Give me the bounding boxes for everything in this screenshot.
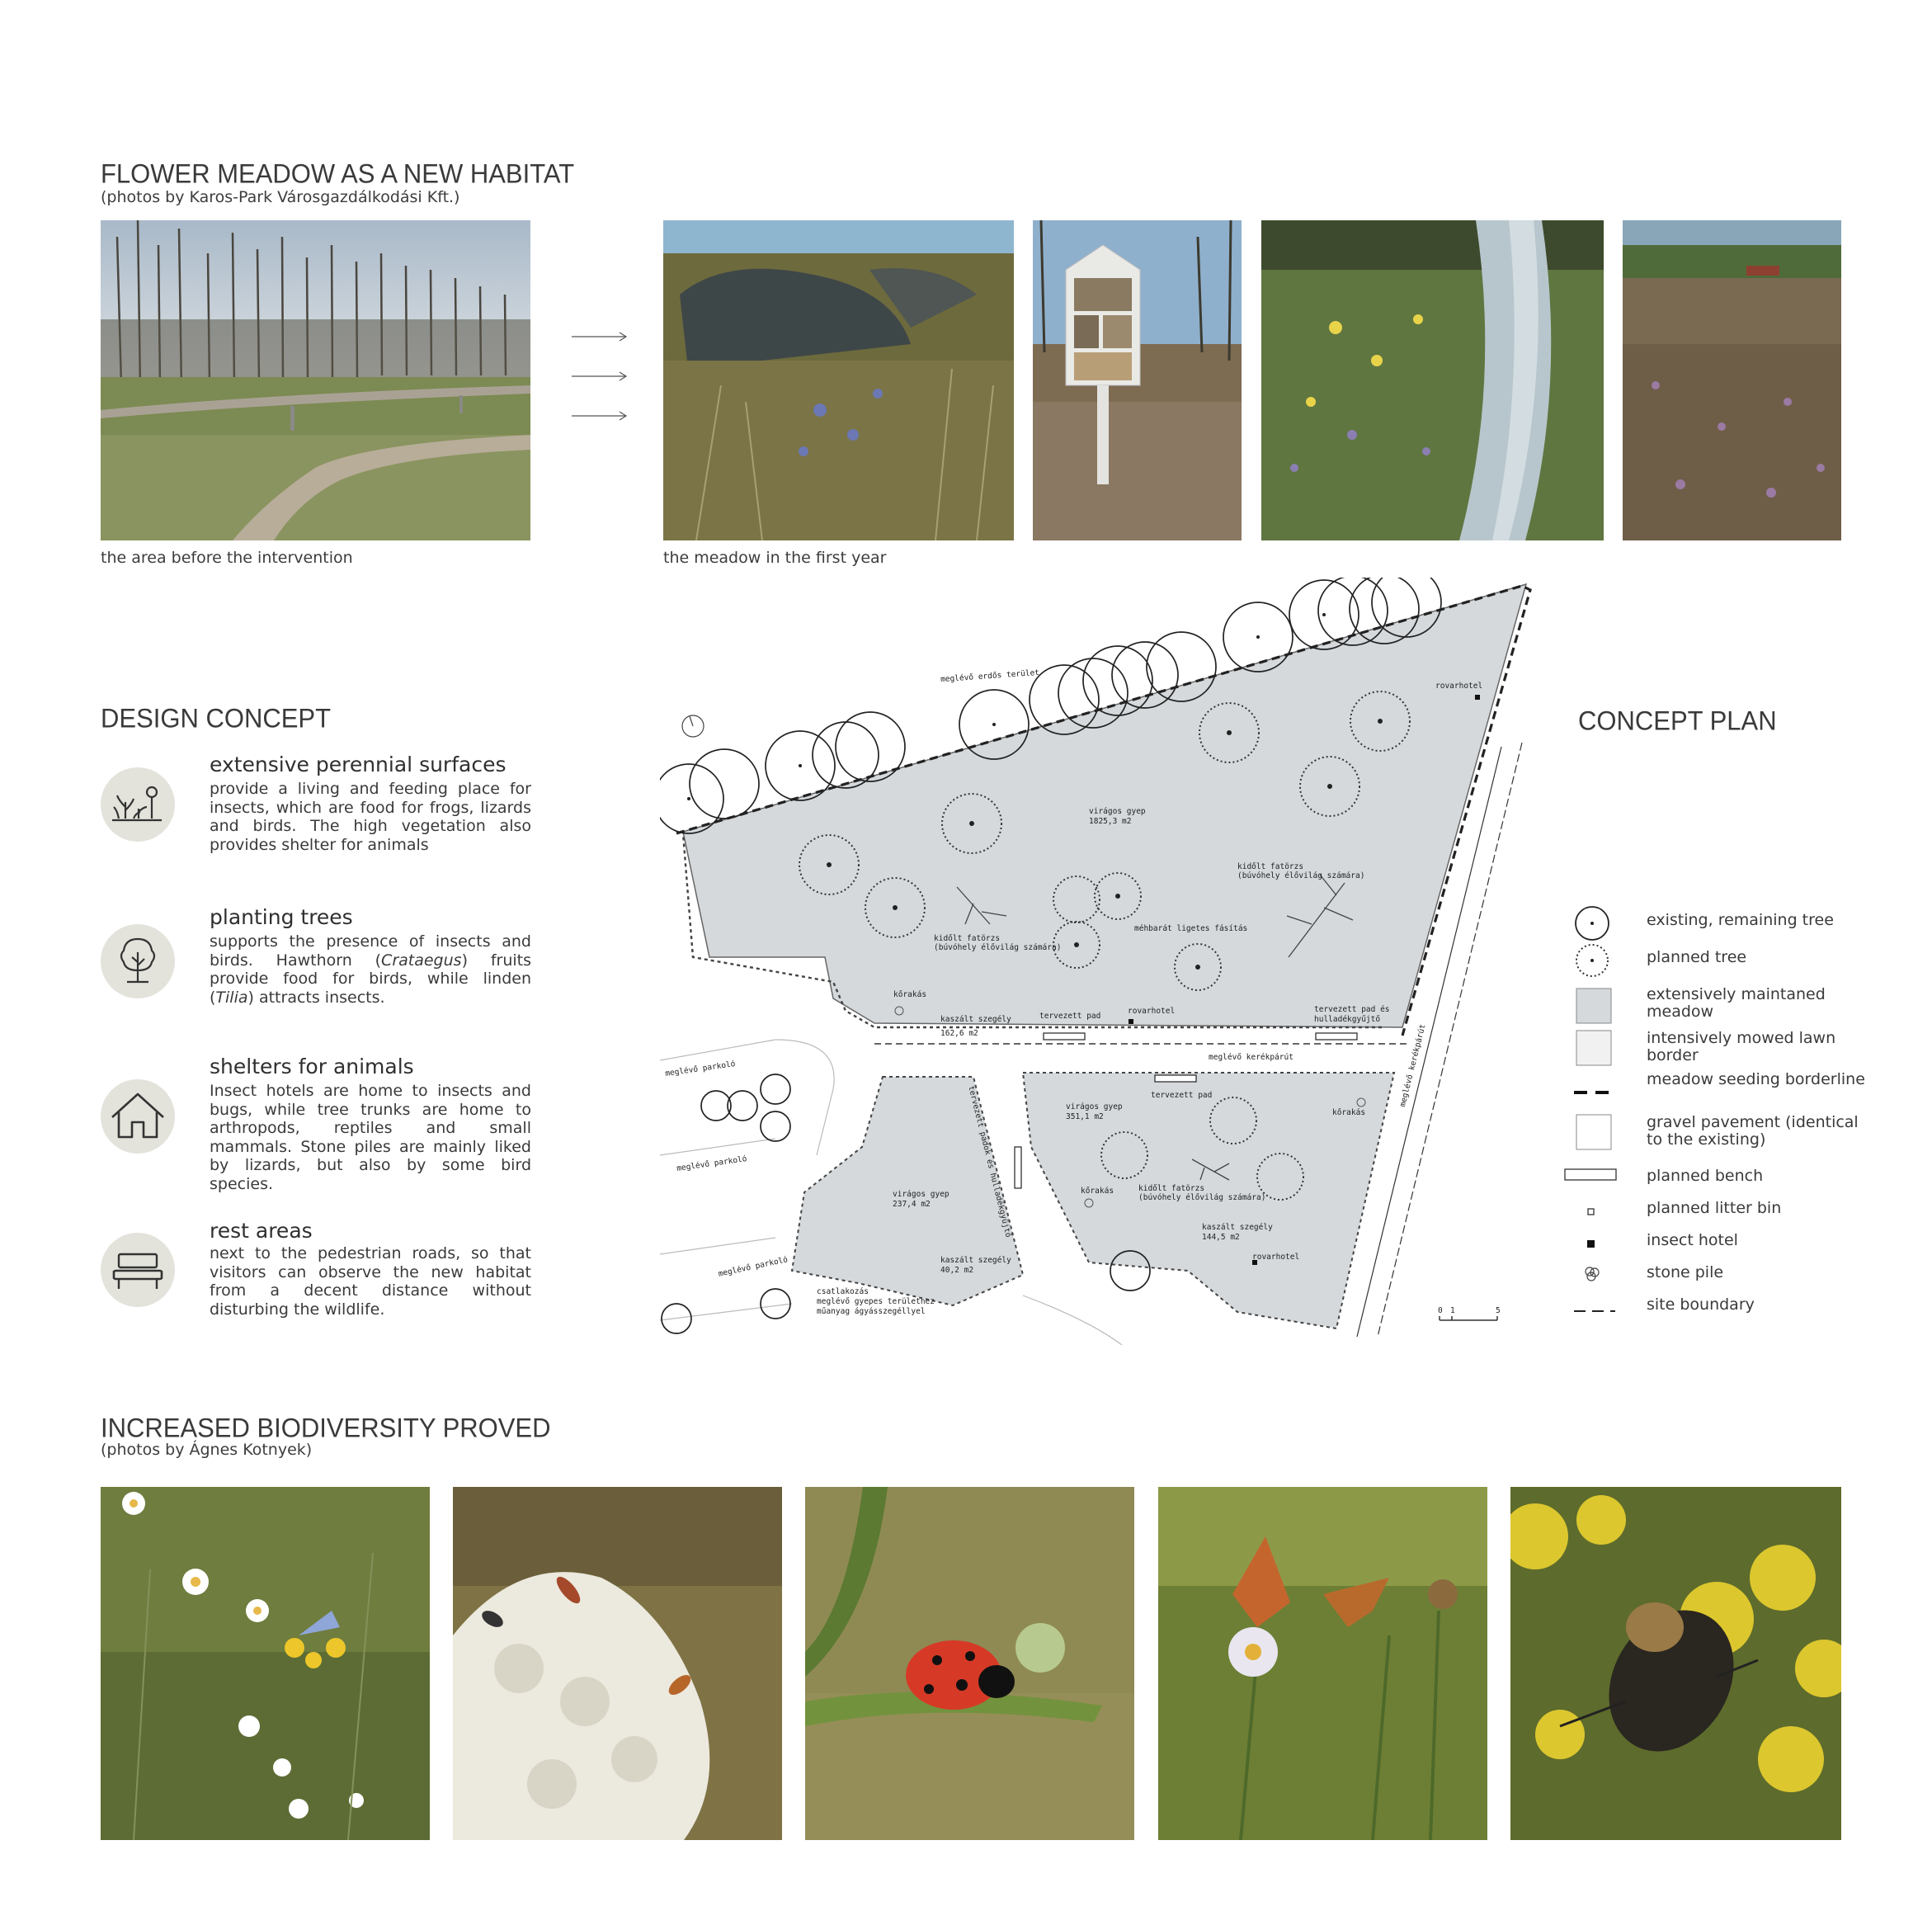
label-log-right: kidőlt fatörzs (1237, 862, 1304, 871)
label-mowed-2-area: 144,5 m2 (1202, 1233, 1240, 1242)
label-mowed-3-area: 40,2 m2 (940, 1266, 974, 1275)
photo-ladybug (805, 1487, 1134, 1840)
label-mowed-2: kaszált szegély (1202, 1223, 1273, 1232)
house-icon (101, 1079, 175, 1154)
scale-0: 0 (1438, 1306, 1443, 1315)
label-log-3: kidőlt fatörzs (1138, 1184, 1205, 1193)
gravel-fill-icon (1576, 1114, 1612, 1154)
meadow-plants-icon (101, 767, 175, 842)
concept-text-perennial: provide a living and feeding place for insects, which are food for frogs, lizards and birds. The high vegetation also provides shelter for animals (210, 780, 531, 854)
flower-meadow-title: FLOWER MEADOW AS A NEW HABITAT (101, 158, 575, 189)
photo-blue-butterfly (101, 1487, 430, 1840)
photo-before-intervention (101, 220, 530, 540)
bench-symbol-icon (1564, 1168, 1619, 1185)
photo-meadow-field (1623, 220, 1841, 540)
text-part: ) fruits provide food for birds, while linden ( (210, 951, 531, 1007)
label-bench-1: tervezett pad (1039, 1012, 1101, 1021)
label-forest: meglévő erdős terület (940, 668, 1040, 685)
label-parking-1: meglévő parkoló (664, 1059, 737, 1078)
concept-heading-rest: rest areas (210, 1219, 313, 1243)
label-mowed-1: kaszált szegély (940, 1015, 1011, 1024)
label-bench-2: tervezett pad (1151, 1091, 1213, 1100)
concept-heading-shelters: shelters for animals (210, 1055, 414, 1078)
label-meadow-3-area: 237,4 m2 (893, 1200, 931, 1209)
label-hotel-top: rovarhotel (1435, 682, 1483, 691)
label-log-right-sub: (búvóhely élővilág számára) (1237, 871, 1365, 880)
label-bench-bin-1b: hulladékgyűjtő (1314, 1015, 1381, 1024)
existing-tree-icon (1574, 905, 1610, 945)
lawn-fill-icon (1576, 1030, 1612, 1069)
legend-litter-bin: planned litter bin (1647, 1199, 1782, 1217)
label-stone-1: kőrakás (893, 990, 927, 999)
text-part: supports the presence of insects and birds. Hawthorn ( (210, 932, 531, 970)
scale-5: 5 (1496, 1306, 1501, 1315)
concept-plan-drawing (660, 578, 1534, 1345)
photo-meadow-rocks (663, 220, 1014, 540)
label-connect-3: műanyag ágyásszegéllyel (817, 1307, 926, 1316)
design-concept-title: DESIGN CONCEPT (101, 703, 332, 734)
thick-dash-icon (1574, 1084, 1615, 1100)
concept-heading-trees: planting trees (210, 905, 353, 929)
label-log-left-sub: (búvóhely élővilág számára) (934, 943, 1062, 952)
label-meadow-3: virágos gyep (893, 1190, 950, 1199)
legend-meadow: extensively maintaned meadow (1647, 985, 1826, 1021)
thin-dash-icon (1574, 1302, 1615, 1318)
flower-meadow-subtitle: (photos by Karos-Park Városgazdálkodási Kft.) (101, 188, 460, 206)
label-hotel-1: rovarhotel (1128, 1007, 1176, 1016)
label-bench-bin-1: tervezett pad és (1314, 1005, 1390, 1014)
label-connect-1: csatlakozás (817, 1287, 869, 1296)
concept-text-rest: next to the pedestrian roads, so that visitors can observe the new habitat from a decent distance without disturbing the wildlife. (210, 1244, 531, 1319)
label-hotel-2: rovarhotel (1252, 1253, 1300, 1262)
caption-after: the meadow in the first year (663, 549, 887, 567)
label-parking-3: meglévő parkoló (717, 1255, 789, 1279)
label-cycle-vertical: meglévő kerékpárút (1398, 1023, 1428, 1108)
concept-plan-title: CONCEPT PLAN (1578, 705, 1777, 736)
biodiversity-subtitle: (photos by Ágnes Kotnyek) (101, 1441, 313, 1459)
label-parking-2: meglévő parkoló (676, 1154, 748, 1173)
species-crataegus: Crataegus (381, 951, 462, 970)
litter-bin-icon (1586, 1205, 1596, 1220)
legend-gravel: gravel pavement (identical to the existing) (1647, 1113, 1859, 1149)
label-mowed-1-area: 162,6 m2 (940, 1029, 978, 1038)
bench-icon (101, 1233, 175, 1307)
biodiversity-title: INCREASED BIODIVERSITY PROVED (101, 1413, 551, 1443)
legend-insect-hotel: insect hotel (1647, 1231, 1738, 1249)
concept-text-shelters: Insect hotels are home to insects and bugs, while tree trunks are home to arthropods, reptiles and small mammals. Stone piles are mainly liked by lizards, but also by some bird species. (210, 1082, 531, 1193)
label-stone-3: kőrakás (1081, 1187, 1114, 1196)
label-meadow-2: virágos gyep (1066, 1102, 1123, 1111)
legend-seeding-border: meadow seeding borderline (1647, 1070, 1865, 1088)
species-tilia: Tilia (215, 988, 248, 1007)
planned-tree-icon (1574, 942, 1610, 982)
label-log-left: kidőlt fatörzs (934, 934, 1001, 943)
label-cycle: meglévő kerékpárút (1209, 1053, 1293, 1062)
legend-stone-pile: stone pile (1647, 1263, 1724, 1281)
photo-fritillary-butterfly (1158, 1487, 1487, 1840)
caption-before: the area before the intervention (101, 549, 353, 567)
text-part: ) attracts insects. (247, 988, 385, 1007)
legend-existing-tree: existing, remaining tree (1647, 911, 1834, 929)
insect-hotel-icon (1586, 1237, 1596, 1253)
stone-pile-icon (1582, 1264, 1602, 1287)
photo-insect-hotel (1033, 220, 1242, 540)
label-connect-2: meglévő gyepes területhez (817, 1297, 935, 1306)
photo-flowers-log (1261, 220, 1604, 540)
legend-bench: planned bench (1647, 1167, 1764, 1185)
legend-planned-tree: planned tree (1647, 948, 1747, 966)
label-meadow-main-area: 1825,3 m2 (1089, 817, 1132, 826)
concept-heading-perennial: extensive perennial surfaces (210, 753, 507, 776)
meadow-fill-icon (1576, 988, 1612, 1027)
legend-lawn: intensively mowed lawn border (1647, 1029, 1836, 1064)
label-mowed-3: kaszált szegély (940, 1256, 1011, 1265)
concept-text-trees (210, 932, 531, 1007)
label-bench-bin-vertical: tervezett padok és hulladékgyűjtő (966, 1085, 1013, 1239)
tree-icon (101, 924, 175, 998)
legend-site-boundary: site boundary (1647, 1295, 1755, 1314)
label-meadow-main: virágos gyep (1089, 807, 1146, 816)
label-meadow-2-area: 351,1 m2 (1066, 1112, 1104, 1121)
photo-white-flowers-insects (453, 1487, 782, 1840)
scale-1: 1 (1450, 1306, 1455, 1315)
label-log-3-sub: (búvóhely élővilág számára) (1138, 1193, 1266, 1202)
photo-beetle-yellow-flowers (1510, 1487, 1841, 1840)
label-stone-2: kőrakás (1332, 1108, 1366, 1117)
label-bee-row: méhbarát ligetes fásítás (1134, 924, 1248, 933)
arrow-right-icon (572, 328, 629, 431)
